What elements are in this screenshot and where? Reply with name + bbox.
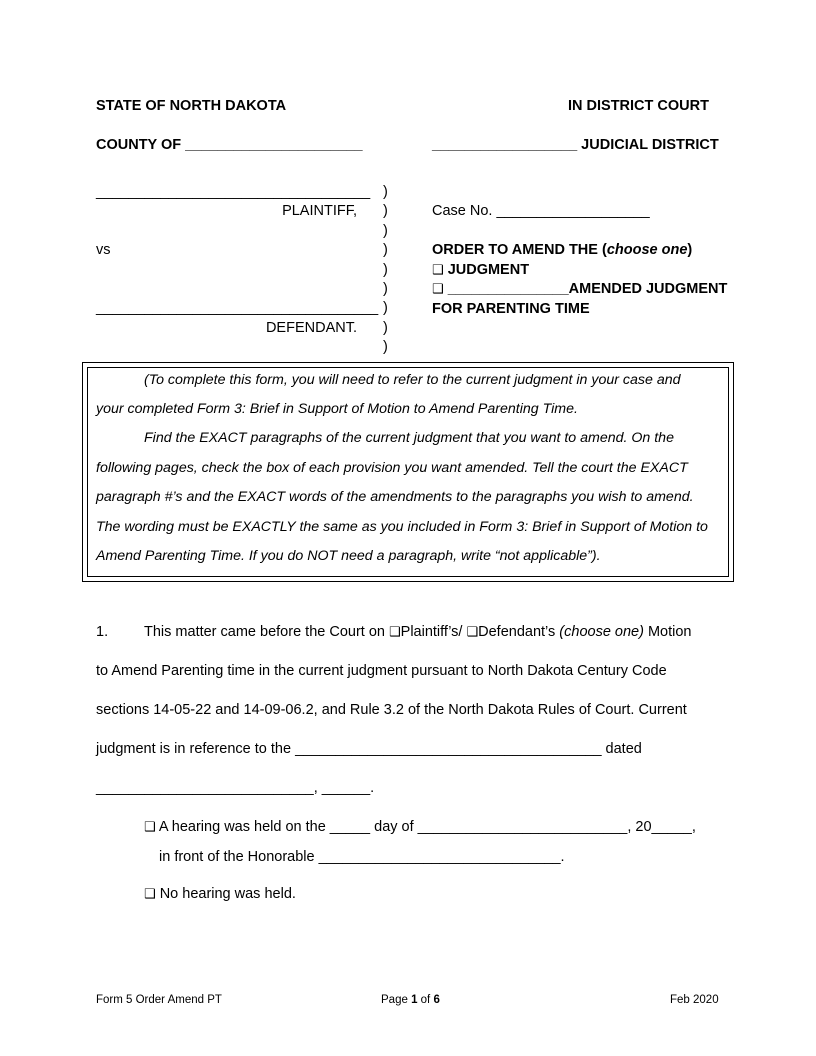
footer-date: Feb 2020: [670, 994, 719, 1006]
honorable-line: in front of the Honorable ______________________________.: [159, 849, 565, 865]
paragraph-text: Motion: [643, 624, 692, 640]
county-heading: COUNTY OF ______________________: [96, 137, 363, 153]
choose-one-note: (choose one): [559, 624, 644, 640]
plaintiffs-option: Plaintiff’s/: [400, 624, 467, 640]
paragraph-line: sections 14-05-22 and 14-09-06.2, and Rule 3.2 of the North Dakota Rules of Court. Current: [96, 702, 687, 718]
choose-one-note: choose one: [606, 242, 688, 258]
instructions-line: Find the EXACT paragraphs of the current judgment that you want to amend. On the: [144, 430, 674, 446]
paragraph-line: [144, 624, 692, 640]
instructions-line: The wording must be EXACTLY the same as you included in Form 3: Brief in Support of Motion to: [96, 519, 708, 535]
caption-paren-column: [383, 183, 395, 358]
option-judgment-label: JUDGMENT: [447, 262, 530, 278]
checkbox-icon[interactable]: ❑: [389, 624, 401, 639]
option-judgment: [432, 262, 529, 278]
hearing-held-option: [144, 819, 696, 835]
plaintiff-name-line: __________________________________: [96, 184, 371, 200]
paragraph-text: This matter came before the Court on: [144, 624, 389, 640]
defendant-name-line: ___________________________________: [96, 300, 379, 316]
paren: ): [383, 280, 388, 297]
instructions-line: Amend Parenting Time. If you do NOT need a paragraph, write “not applicable”).: [96, 548, 601, 564]
paren: ): [383, 203, 388, 220]
instructions-line: paragraph #’s and the EXACT words of the amendments to the paragraphs you wish to amend.: [96, 489, 694, 505]
paragraph-line: judgment is in reference to the ______________________________________ dated: [96, 741, 642, 757]
paren: ): [383, 222, 388, 239]
order-title-line4: FOR PARENTING TIME: [432, 301, 590, 317]
instructions-line: following pages, check the box of each provision you want amended. Tell the court the EXACT: [96, 460, 688, 476]
paragraph-line: ___________________________, ______.: [96, 780, 375, 796]
paren: ): [383, 339, 388, 356]
paren: ): [383, 300, 388, 317]
case-number-field: Case No. ___________________: [432, 203, 650, 219]
defendants-option: Defendant’s: [478, 624, 560, 640]
no-hearing-text: No hearing was held.: [159, 886, 296, 902]
checkbox-icon[interactable]: ❑: [144, 886, 156, 901]
court-heading: IN DISTRICT COURT: [568, 98, 709, 114]
option-amended-judgment: [432, 281, 727, 297]
state-heading: STATE OF NORTH DAKOTA: [96, 98, 287, 114]
order-title-text: ORDER TO AMEND THE (: [432, 242, 607, 258]
paren: ): [383, 319, 388, 336]
no-hearing-option: [144, 886, 296, 902]
order-title-line1: [432, 242, 692, 258]
checkbox-icon[interactable]: ❑: [432, 281, 444, 296]
checkbox-icon[interactable]: ❑: [144, 819, 156, 834]
vs-label: vs: [96, 242, 111, 258]
district-heading: __________________ JUDICIAL DISTRICT: [432, 137, 719, 153]
paragraph-number: 1.: [96, 624, 109, 640]
plaintiff-label: PLAINTIFF,: [282, 203, 357, 219]
hearing-held-text: A hearing was held on the _____ day of __________________________, 20_____,: [158, 819, 696, 835]
paren: ): [383, 184, 388, 200]
total-pages: 6: [433, 994, 440, 1006]
checkbox-icon[interactable]: ❑: [466, 624, 479, 639]
order-title-close: ): [687, 242, 693, 258]
paragraph-line: to Amend Parenting time in the current judgment pursuant to North Dakota Century Code: [96, 663, 667, 679]
instructions-line: (To complete this form, you will need to refer to the current judgment in your case and: [144, 372, 681, 388]
page-word: Page: [381, 994, 412, 1006]
paren: ): [383, 261, 388, 278]
paren: ): [383, 242, 388, 259]
checkbox-icon[interactable]: ❑: [432, 262, 444, 277]
instructions-line: your completed Form 3: Brief in Support of Motion to Amend Parenting Time.: [96, 401, 578, 417]
of-word: of: [417, 994, 434, 1006]
defendant-label: DEFENDANT.: [265, 320, 357, 336]
option-amended-judgment-label: _______________AMENDED JUDGMENT: [447, 281, 728, 297]
footer-form-name: Form 5 Order Amend PT: [96, 994, 222, 1006]
current-page: 1: [411, 994, 418, 1006]
footer-page-number: [381, 994, 440, 1006]
